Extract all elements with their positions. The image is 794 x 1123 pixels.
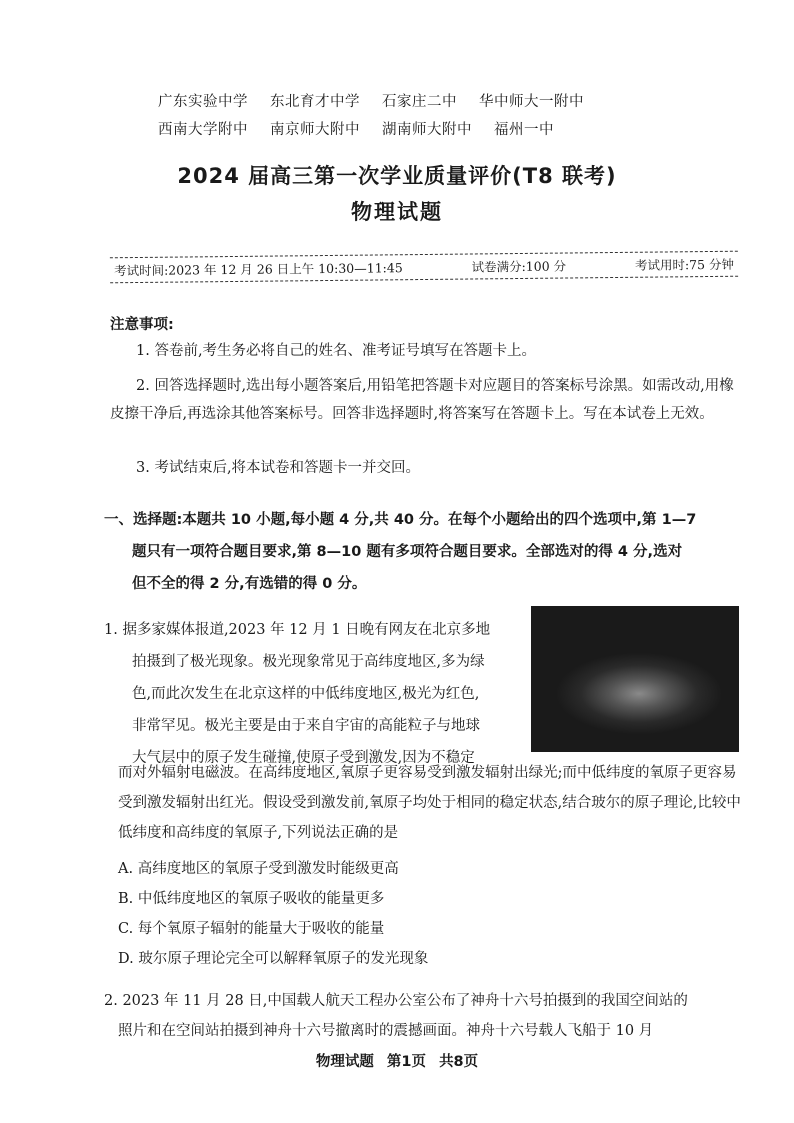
question-1-options — [118, 854, 428, 974]
page-footer — [0, 1050, 794, 1071]
q2-line-2: 照片和在空间站拍摄到神舟十六号撤离时的震撼画面。神舟十六号载人飞船于 10 月 — [118, 1023, 654, 1039]
page-title: 2024 届高三第一次学业质量评价(T8 联考) — [177, 164, 617, 188]
school-name: 广东实验中学 — [158, 93, 248, 110]
exam-score: 试卷满分:100 分 — [471, 258, 567, 275]
option-c: C. 每个氧原子辐射的能量大于吸收的能量 — [118, 921, 385, 937]
section-line-3: 但不全的得 2 分,有选错的得 0 分。 — [132, 576, 367, 592]
exam-duration: 考试用时:75 分钟 — [634, 256, 735, 273]
school-name: 南京师大附中 — [270, 121, 360, 138]
footer-total: 共8页 — [439, 1054, 479, 1070]
q1-line-3: 色,而此次发生在北京这样的中低纬度地区,极光为红色, — [132, 686, 480, 702]
option-d: D. 玻尔原子理论完全可以解释氧原子的发光现象 — [118, 951, 429, 967]
notice-item-3: 3. 考试结束后,将本试卷和答题卡一并交回。 — [136, 460, 421, 476]
question-1-intro — [104, 614, 516, 774]
school-name: 东北育才中学 — [270, 93, 360, 110]
page-subtitle: 物理试题 — [351, 200, 443, 224]
school-name: 西南大学附中 — [158, 121, 248, 138]
school-row-2 — [158, 114, 658, 142]
question-2 — [104, 986, 744, 1046]
school-row-1 — [158, 86, 658, 114]
notice-item-2: 2. 回答选择题时,选出每小题答案后,用铅笔把答题卡对应题目的答案标号涂黑。如需改动,用橡皮擦干净后,再选涂其他答案标号。回答非选择题时,将答案写在答题卡上。写在本试卷上无效。 — [110, 378, 734, 422]
option-a: A. 高纬度地区的氧原子受到激发时能级更高 — [118, 861, 399, 877]
q1-line-4: 非常罕见。极光主要是由于来自宇宙的高能粒子与地球 — [132, 718, 480, 734]
footer-subject: 物理试题 — [315, 1054, 374, 1070]
school-list — [158, 86, 658, 142]
school-name: 湖南师大附中 — [382, 121, 472, 138]
notice-title: 注意事项: — [110, 317, 174, 333]
aurora-photo — [531, 606, 739, 752]
q2-line-1: 2. 2023 年 11 月 28 日,中国载人航天工程办公室公布了神舟十六号拍摄到的我国空间站的 — [104, 993, 688, 1009]
section-line-1: 一、选择题:本题共 10 小题,每小题 4 分,共 40 分。在每个小题给出的四个选项中,第 1—7 — [104, 512, 697, 528]
school-name: 石家庄二中 — [382, 93, 457, 110]
footer-page: 第1页 — [386, 1054, 426, 1070]
option-b: B. 中低纬度地区的氧原子吸收的能量更多 — [118, 891, 385, 907]
q1-line-5: 大气层中的原子发生碰撞,使原子受到激发,因为不稳定 — [132, 750, 475, 766]
exam-info-bar — [110, 251, 738, 284]
question-1-body: 而对外辐射电磁波。在高纬度地区,氧原子更容易受到激发辐射出绿光;而中低纬度的氧原子更容易受到激发辐射出红光。假设受到激发前,氧原子均处于相同的稳定状态,结合玻尔的原子理论,比较中低纬度和高纬度的氧原子,下列说法正确的是 — [118, 765, 741, 841]
section-line-2: 题只有一项符合题目要求,第 8—10 题有多项符合题目要求。全部选对的得 4 分,选对 — [132, 544, 683, 560]
exam-time: 考试时间:2023 年 12 月 26 日上午 10:30—11:45 — [113, 260, 403, 279]
q1-line-1: 1. 据多家媒体报道,2023 年 12 月 1 日晚有网友在北京多地 — [104, 622, 491, 638]
notice-item-1: 1. 答卷前,考生务必将自己的姓名、准考证号填写在答题卡上。 — [136, 343, 537, 359]
school-name: 华中师大一附中 — [479, 93, 584, 110]
school-name: 福州一中 — [494, 121, 554, 138]
section-heading — [104, 504, 744, 600]
q1-line-2: 拍摄到了极光现象。极光现象常见于高纬度地区,多为绿 — [132, 654, 485, 670]
